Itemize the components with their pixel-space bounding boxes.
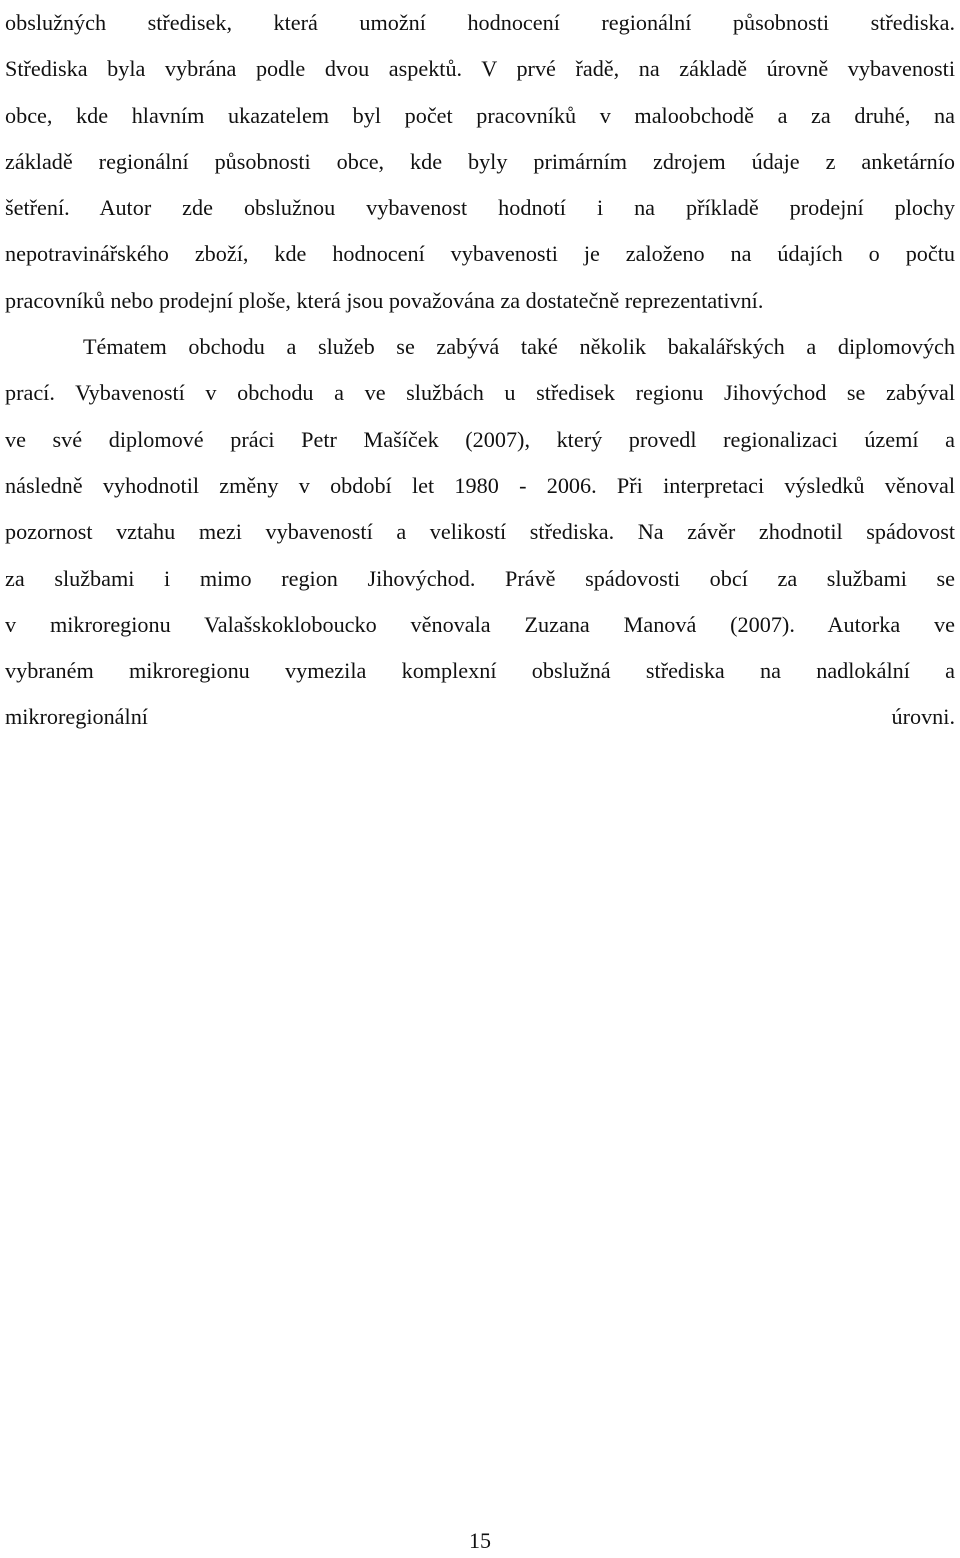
text-line: vybraném mikroregionu vymezila komplexní obslužná střediska na nadlokální a [5, 658, 955, 684]
text-line: ve své diplomové práci Petr Mašíček (2007), který provedl regionalizaci území a [5, 426, 955, 452]
text-line: pozornost vztahu mezi vybaveností a velikostí střediska. Na závěr zhodnotil spádovost [5, 519, 955, 545]
text-line: následně vyhodnotil změny v období let 1980 - 2006. Při interpretaci výsledků věnoval [5, 472, 955, 498]
text-line: šetření. Autor zde obslužnou vybavenost hodnotí i na příkladě prodejní plochy [5, 195, 955, 221]
text-line: obce, kde hlavním ukazatelem byl počet pracovníků v maloobchodě a za druhé, na [5, 102, 955, 128]
page-number: 15 [469, 1528, 491, 1553]
text-line: v mikroregionu Valašskokloboucko věnovala Zuzana Manová (2007). Autorka ve [5, 611, 955, 637]
paragraph-2 [5, 324, 955, 741]
text-line: prací. Vybaveností v obchodu a ve službách u středisek regionu Jihovýchod se zabýval [5, 380, 955, 406]
text-line: obslužných středisek, která umožní hodnocení regionální působnosti střediska. [5, 10, 955, 35]
text-line: za službami i mimo region Jihovýchod. Právě spádovosti obcí za službami se [5, 565, 955, 591]
text-line: základě regionální působnosti obce, kde byly primárním zdrojem údaje z anketárnío [5, 148, 955, 174]
text-line: Střediska byla vybrána podle dvou aspektů. V prvé řadě, na základě úrovně vybavenosti [5, 56, 955, 82]
paragraph-1 [5, 0, 955, 324]
text-line: pracovníků nebo prodejní ploše, která jsou považována za dostatečně reprezentativní. [5, 287, 764, 313]
text-line: mikroregionální úrovni. [5, 704, 955, 730]
text-line: nepotravinářského zboží, kde hodnocení vybavenosti je založeno na údajích o počtu [5, 241, 955, 267]
text-line: Tématem obchodu a služeb se zabývá také několik bakalářských a diplomových [83, 334, 955, 360]
document-page [5, 0, 955, 741]
